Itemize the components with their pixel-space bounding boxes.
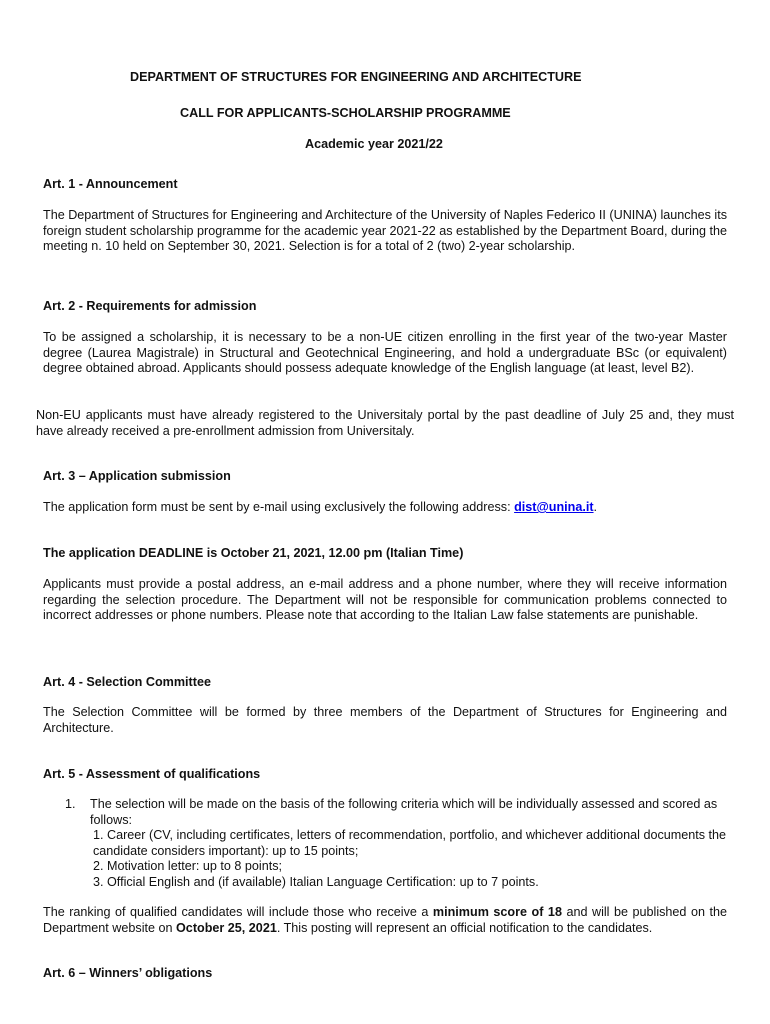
criterion-item: 1. Career (CV, including certificates, letters of recommendation, portfolio, and whichever additional documents the candidate considers important): up to 15 points; bbox=[93, 828, 727, 858]
art4-heading: Art. 4 - Selection Committee bbox=[43, 675, 211, 689]
art3-body2: Applicants must provide a postal address, an e-mail address and a phone number, where they will receive information regarding the selection procedure. The Department will not be responsible for communication problems connected to incorrect addresses or phone numbers. Please note that according to the Italian Law false statements are punishable. bbox=[43, 577, 727, 623]
art1-body: The Department of Structures for Engineering and Architecture of the University of Naples Federico II (UNINA) launches its foreign student scholarship programme for the academic year 2021-22 as established by the Department Board, during the meeting n. 10 held on September 30, 2021. Selection is for a total of 2 (two) 2-year scholarship. bbox=[43, 208, 727, 254]
art3-heading: Art. 3 – Application submission bbox=[43, 469, 231, 483]
art3-body-prefix: The application form must be sent by e-mail using exclusively the following address: bbox=[43, 500, 515, 514]
minimum-score: minimum score of 18 bbox=[432, 905, 562, 919]
call-title: CALL FOR APPLICANTS-SCHOLARSHIP PROGRAMME bbox=[180, 106, 511, 120]
deadline-notice: The application DEADLINE is October 21, 2021, 12.00 pm (Italian Time) bbox=[43, 546, 464, 560]
art2-body: To be assigned a scholarship, it is necessary to be a non-UE citizen enrolling in the first year of the two-year Master degree (Laurea Magistrale) in Structural and Geotechnical Engineering, and hold a undergraduate BSc (or equivalent) degree obtained abroad. Applicants should possess adequate knowledge of the English language (at least, level B2). bbox=[43, 330, 727, 376]
ranking-text: The ranking of qualified candidates will include those who receive a bbox=[43, 905, 433, 919]
academic-year: Academic year 2021/22 bbox=[305, 137, 443, 151]
criterion-item: 3. Official English and (if available) Italian Language Certification: up to 7 points. bbox=[93, 874, 539, 889]
email-link[interactable]: dist@unina.it bbox=[514, 500, 594, 514]
criterion-item: 2. Motivation letter: up to 8 points; bbox=[93, 859, 283, 874]
ranking-text: . This posting will represent an official notification to the candidates. bbox=[276, 920, 653, 935]
criteria-list bbox=[65, 797, 733, 891]
art4-body: The Selection Committee will be formed by three members of the Department of Structures for Engineering and Architecture. bbox=[43, 705, 727, 735]
art3-body-suffix: . bbox=[593, 500, 598, 514]
list-intro: The selection will be made on the basis of the following criteria which will be individually assessed and scored as follows: bbox=[90, 797, 718, 827]
ranking-paragraph bbox=[43, 905, 727, 936]
art6-heading: Art. 6 – Winners’ obligations bbox=[43, 966, 213, 980]
department-title: DEPARTMENT OF STRUCTURES FOR ENGINEERING AND ARCHITECTURE bbox=[130, 70, 582, 84]
art5-heading: Art. 5 - Assessment of qualifications bbox=[43, 767, 261, 781]
art1-heading: Art. 1 - Announcement bbox=[43, 177, 178, 191]
art2-heading: Art. 2 - Requirements for admission bbox=[43, 299, 257, 313]
ranking-text: and will be published on the Department website on bbox=[43, 905, 727, 935]
publication-date: October 25, 2021 bbox=[176, 920, 277, 935]
art2-note: Non-EU applicants must have already registered to the Universitaly portal by the past deadline of July 25 and, they must have already received a pre-enrollment admission from Universitaly. bbox=[36, 408, 734, 438]
art3-body bbox=[43, 500, 727, 516]
list-number: 1. bbox=[65, 797, 76, 811]
